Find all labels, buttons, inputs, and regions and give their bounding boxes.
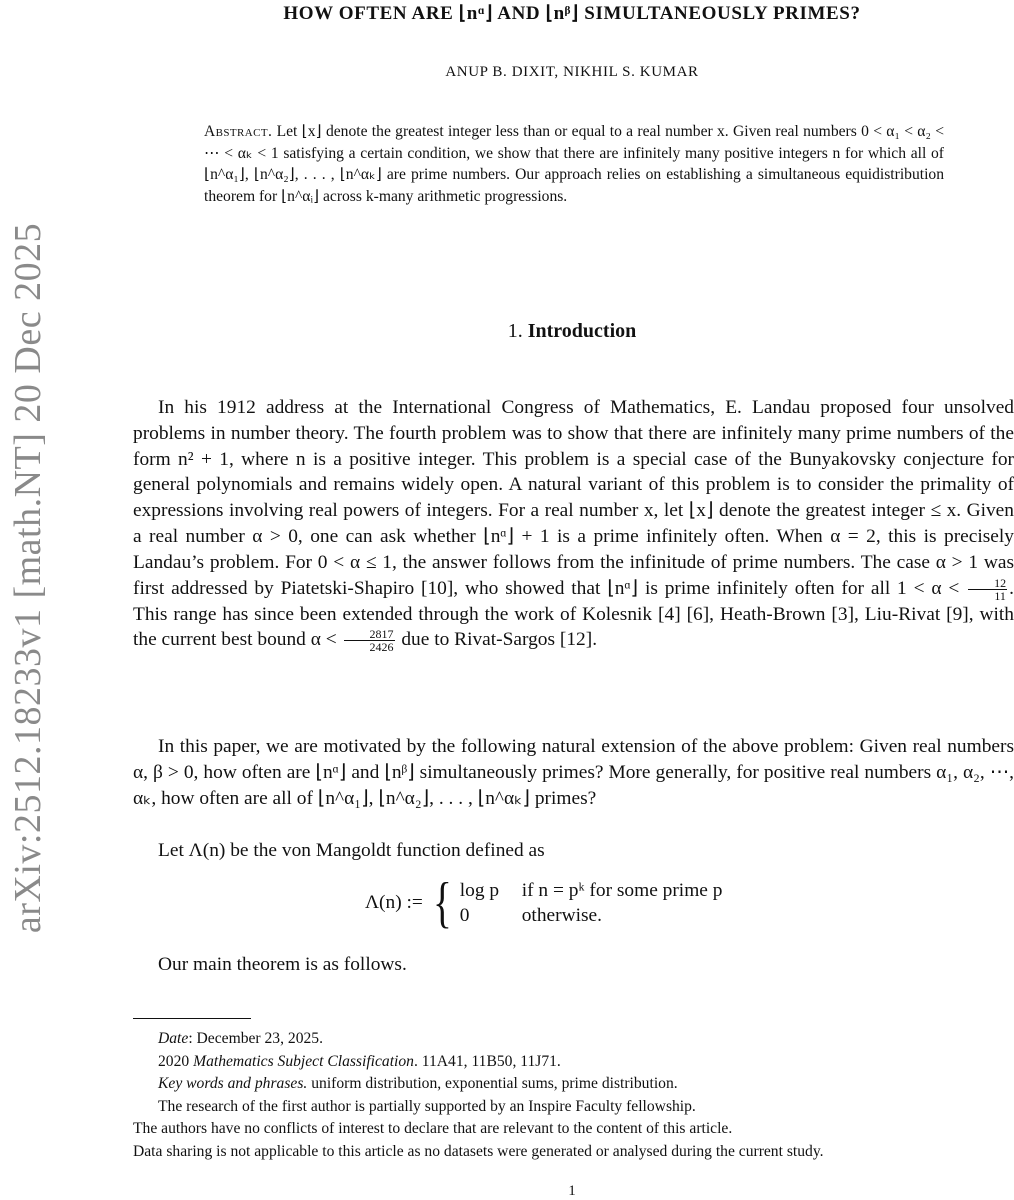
definition-lhs: Λ(n) :=: [365, 892, 423, 913]
intro-paragraph-1-part-c: due to Rivat-Sargos [12].: [401, 629, 598, 651]
footnote-keywords-value: uniform distribution, exponential sums, prime distribution.: [311, 1075, 678, 1092]
footnote-rule: [133, 1018, 251, 1019]
footnote-keywords-label: Key words and phrases.: [158, 1075, 308, 1092]
fraction-2817-over-2426: [344, 628, 395, 653]
left-brace-symbol: {: [432, 872, 452, 934]
paper-authors: ANUP B. DIXIT, NIKHIL S. KUMAR: [445, 64, 699, 80]
intro-paragraph-1: [133, 395, 1014, 653]
footnote-data-sharing: Data sharing is not applicable to this article as no datasets were generated or analysed during the current study.: [133, 1142, 824, 1160]
abstract-text: Let ⌊x⌋ denote the greatest integer less than or equal to a real number x. Given real numbers 0 < α₁ < α₂ < ⋯ < αₖ < 1 satisfying a certain condition, we show that there are infinitely many positive integers n for which all of ⌊n^α₁⌋, ⌊n^α₂⌋, . . . , ⌊n^αₖ⌋ are prime numbers. Our approach relies on establishing a simultaneous equidistribution theorem for ⌊n^αᵢ⌋ across k-many arithmetic progressions.: [204, 123, 944, 205]
footnote-date-label: Date: [158, 1030, 189, 1047]
footnote-msc-value: . 11A41, 11B50, 11J71.: [413, 1052, 561, 1070]
section-number: 1.: [507, 320, 523, 342]
section-heading: [130, 320, 1014, 343]
footnote-date: [133, 1028, 1014, 1051]
fraction-numerator: 12: [968, 577, 1007, 590]
fraction-12-over-11: [968, 577, 1007, 602]
footnote-date-value: : December 23, 2025.: [188, 1030, 323, 1047]
page-number: 1: [568, 1183, 576, 1199]
von-mangoldt-definition: [365, 872, 723, 934]
footnote-keywords: [133, 1073, 1014, 1096]
footnote-conflicts: The authors have no conflicts of interest to declare that are relevant to the content of this article.: [133, 1120, 733, 1137]
definition-cases: [460, 878, 723, 928]
fraction-denominator: 2426: [369, 640, 394, 655]
arxiv-identifier-stamp: arXiv:2512.18233v1 [math.NT] 20 Dec 2025: [7, 222, 49, 934]
section-title: Introduction: [527, 320, 637, 342]
intro-paragraph-3-text: Let Λ(n) be the von Mangoldt function defined as: [158, 840, 545, 861]
intro-paragraph-1-part-a: In his 1912 address at the International Congress of Mathematics, E. Landau proposed four unsolved problems in number theory. The fourth problem was to show that there are infinitely many prime numbers of the form n² + 1, where n is a positive integer. This problem is a special case of the Bunyakovsky conjecture for general polynomials and remains widely open. A natural variant of this problem is to consider the primality of expressions involving real powers of integers. For a real number x, let ⌊x⌋ denote the greatest integer ≤ x. Given a real number α > 0, one can ask whether ⌊nᵅ⌋ + 1 is a prime infinitely often. When α = 2, this is precisely Landau’s problem. For 0 < α ≤ 1, the answer follows from the infinitude of prime numbers. The case α > 1 was first addressed by Piatetski-Shapiro [10], who showed that ⌊nᵅ⌋ is prime infinitely often for all 1 < α <: [133, 397, 1014, 599]
intro-paragraph-4: [133, 952, 1014, 978]
case-value: 0: [459, 905, 470, 926]
fraction-numerator: 2817: [344, 628, 395, 641]
intro-paragraph-1-part-b: . This range has since been extended through the work of Kolesnik [4] [6], Heath-Brown [3], Liu-Rivat [9], with the current best bound α <: [133, 577, 1014, 651]
footnote-msc: [133, 1051, 1014, 1074]
intro-paragraph-2-text: In this paper, we are motivated by the following natural extension of the above problem: Given real numbers α, β > 0, how often are ⌊nᵅ⌋ and ⌊nᵝ⌋ simultaneously primes? More generally, for positive real numbers α₁, α₂, ⋯, αₖ, how often are all of ⌊n^α₁⌋, ⌊n^α₂⌋, . . . , ⌊n^αₖ⌋ primes?: [133, 736, 1014, 809]
fraction-denominator: 11: [994, 588, 1006, 603]
footnote-msc-label: Mathematics Subject Classification: [193, 1052, 414, 1070]
intro-paragraph-4-text: Our main theorem is as follows.: [158, 954, 407, 975]
footnotes: [133, 1028, 1014, 1163]
abstract-block: [204, 121, 944, 207]
intro-paragraph-3: [133, 838, 1014, 864]
case-condition: if n = pᵏ for some prime p: [521, 880, 723, 901]
footnote-msc-year: 2020: [158, 1052, 190, 1070]
intro-paragraph-2: [133, 734, 1014, 811]
abstract-label: Abstract.: [204, 123, 273, 140]
definition-case-row: [460, 903, 723, 928]
case-condition: otherwise.: [521, 905, 602, 926]
footnote-support: The research of the first author is partially supported by an Inspire Faculty fellowship.: [158, 1097, 696, 1115]
paper-title: HOW OFTEN ARE ⌊nᵅ⌋ AND ⌊nᵝ⌋ SIMULTANEOUSLY PRIMES?: [283, 3, 861, 24]
case-value: log p: [459, 880, 500, 901]
definition-case-row: [460, 878, 723, 903]
